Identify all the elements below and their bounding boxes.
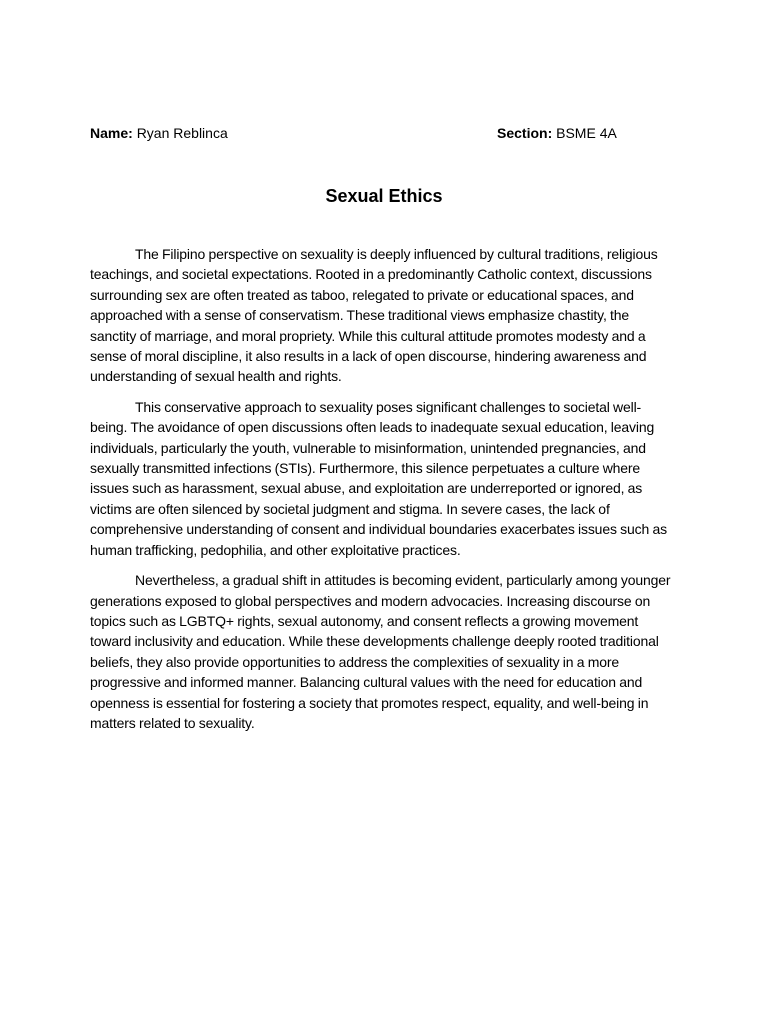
document-title: Sexual Ethics (325, 186, 443, 206)
section-value: BSME 4A (556, 125, 617, 141)
name-field (90, 123, 228, 143)
paragraph-1: The Filipino perspective on sexuality is deeply influenced by cultural traditions, religious teachings, and societal expectations. Rooted in a predominantly Catholic context, discussions surrounding sex are often treated as taboo, relegated to private or educational spaces, and approached with a sense of conservatism. These traditional views emphasize chastity, the sanctity of marriage, and moral propriety. While this cultural attitude promotes modesty and a sense of moral discipline, it also results in a lack of open discourse, hindering awareness and understanding of sexual health and rights. (90, 246, 658, 385)
paragraph-3: Nevertheless, a gradual shift in attitudes is becoming evident, particularly among younger generations exposed to global perspectives and modern advocacies. Increasing discourse on topics such as LGBTQ+ rights, sexual autonomy, and consent reflects a growing movement toward inclusivity and education. While these developments challenge deeply rooted traditional beliefs, they also provide opportunities to address the complexities of sexuality in a more progressive and informed manner. Balancing cultural values with the need for education and openness is essential for fostering a society that promotes respect, equality, and well-being in matters related to sexuality. (90, 572, 671, 731)
name-label: Name: (90, 125, 133, 141)
essay-body (90, 244, 678, 743)
name-value: Ryan Reblinca (136, 125, 228, 141)
paragraph-2: This conservative approach to sexuality poses significant challenges to societal well-being. The avoidance of open discussions often leads to inadequate sexual education, leaving individuals, particularly the youth, vulnerable to misinformation, unintended pregnancies, and sexually transmitted infections (STIs). Furthermore, this silence perpetuates a culture where issues such as harassment, sexual abuse, and exploitation are underreported or ignored, as victims are often silenced by societal judgment and stigma. In severe cases, the lack of comprehensive understanding of consent and individual boundaries exacerbates issues such as human trafficking, pedophilia, and other exploitative practices. (90, 398, 667, 558)
student-info-header (90, 123, 678, 143)
section-field (497, 123, 617, 143)
section-label: Section: (497, 125, 553, 141)
